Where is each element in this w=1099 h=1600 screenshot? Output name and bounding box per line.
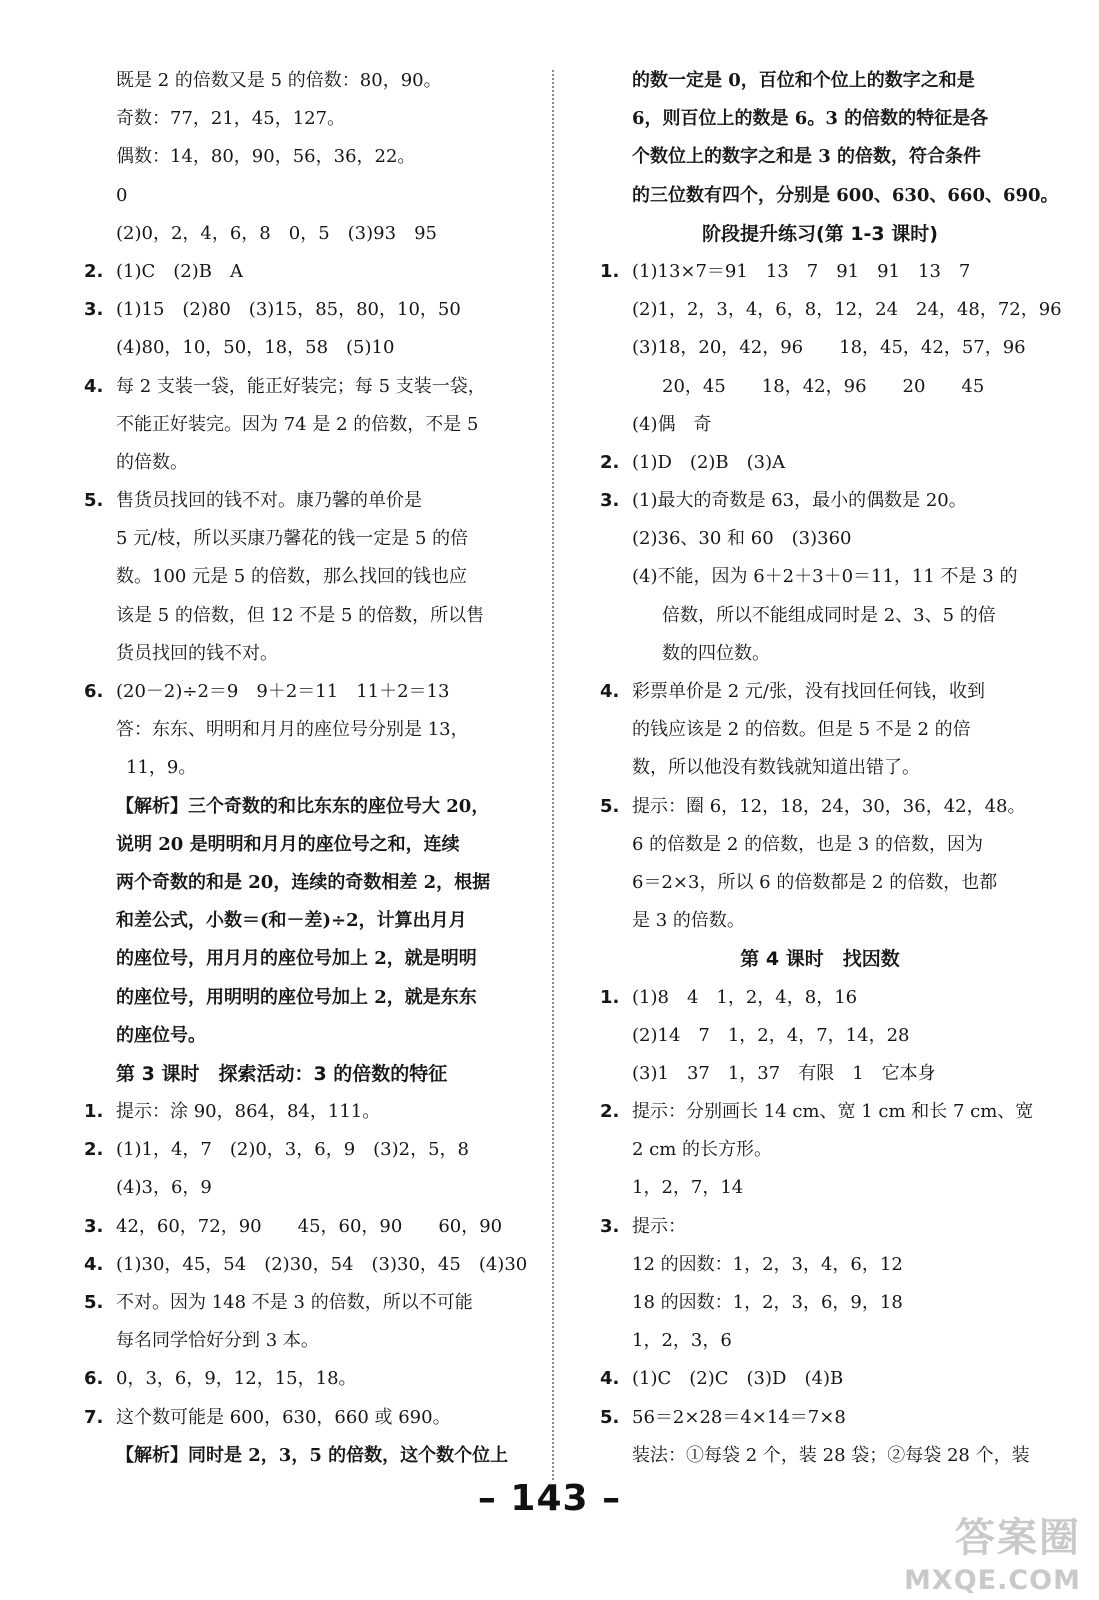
- line-text: 0: [116, 184, 128, 206]
- analysis-line: [84, 979, 536, 1017]
- watermark-url: MXQE.COM: [904, 1565, 1081, 1596]
- answer-line: [600, 1246, 1040, 1284]
- analysis-line: [84, 940, 536, 978]
- watermark-title: 答案圈: [955, 1515, 1081, 1561]
- answer-item: [84, 1399, 536, 1437]
- analysis-line: [600, 100, 1040, 138]
- item-text: (1)最大的奇数是 63，最小的偶数是 20。: [632, 490, 967, 512]
- item-number: 3.: [600, 1215, 620, 1237]
- analysis-line: [600, 138, 1040, 176]
- answer-line: [600, 1284, 1040, 1322]
- analysis-line: [84, 864, 536, 902]
- watermark-logo: [891, 1506, 1081, 1596]
- item-text: 42，60，72，90 45，60，90 60，90: [116, 1215, 503, 1237]
- item-number: 2.: [600, 1101, 620, 1123]
- item-text: (1)30，45，54 (2)30，54 (3)30，45 (4)30: [116, 1253, 528, 1275]
- line-text: 5 元/枝，所以买康乃馨花的钱一定是 5 的倍: [116, 528, 469, 550]
- answer-item: [600, 1399, 1040, 1437]
- line-text: 的倍数。: [116, 451, 188, 473]
- answer-line: [600, 1169, 1040, 1207]
- answer-line: [600, 711, 1040, 749]
- line-text: 偶数：14，80，90，56，36，22。: [116, 146, 416, 168]
- line-text: (2)36、30 和 60 (3)360: [632, 528, 852, 550]
- line-text: (4)80，10，50，18，58 (5)10: [116, 337, 395, 359]
- answer-line: [84, 558, 536, 596]
- line-text: (3)18，20，42，96 18，45，42，57，96: [632, 337, 1026, 359]
- item-number: 4.: [600, 1368, 620, 1390]
- item-text: (1)1，4，7 (2)0，3，6，9 (3)2，5，8: [116, 1139, 470, 1161]
- line-text: 【解析】同时是 2，3，5 的倍数，这个数个位上: [116, 1444, 509, 1466]
- line-text: 的三位数有四个，分别是 600、630、660、690。: [632, 184, 1059, 206]
- item-text: (1)15 (2)80 (3)15，85，80，10，50: [116, 299, 461, 321]
- line-text: 的座位号。: [116, 1024, 206, 1046]
- line-text: (3)1 37 1，37 有限 1 它本身: [632, 1062, 936, 1084]
- line-text: 20，45 18，42，96 20 45: [662, 375, 985, 397]
- answer-line: [84, 62, 536, 100]
- line-text: 的钱应该是 2 的倍数。但是 5 不是 2 的倍: [632, 719, 971, 741]
- item-number: 6.: [84, 681, 104, 702]
- item-text: (1)13×7＝91 13 7 91 91 13 7: [632, 260, 971, 282]
- answer-line: [84, 138, 536, 176]
- answer-line: [84, 329, 536, 367]
- analysis-line: [84, 1017, 536, 1055]
- answer-item: [600, 444, 1040, 482]
- item-number: 4.: [600, 681, 620, 702]
- column-divider: [552, 70, 554, 1480]
- item-number: 6.: [84, 1368, 104, 1390]
- item-text: 售货员找回的钱不对。康乃馨的单价是: [116, 490, 422, 512]
- answer-line: [600, 1437, 1040, 1475]
- answer-line: [84, 100, 536, 138]
- item-text: 提示：: [632, 1215, 686, 1237]
- answer-line: [84, 520, 536, 558]
- answer-line: [84, 635, 536, 673]
- item-number: 3.: [84, 299, 104, 321]
- answer-line: [84, 1322, 536, 1360]
- line-text: (4)偶 奇: [632, 413, 712, 435]
- item-number: 7.: [84, 1406, 104, 1428]
- line-text: 和差公式，小数＝(和－差)÷2，计算出月月: [116, 910, 467, 932]
- item-text: 不对。因为 148 不是 3 的倍数，所以不可能: [116, 1292, 473, 1313]
- answer-line: [600, 1322, 1040, 1360]
- item-number: 2.: [600, 451, 620, 473]
- line-text: 的座位号，用明明的座位号加上 2，就是东东: [116, 986, 477, 1008]
- item-number: 2.: [84, 260, 104, 282]
- answer-line: [600, 368, 1040, 406]
- answer-line: [600, 558, 1040, 596]
- answer-line: [84, 215, 536, 253]
- answer-item: [84, 1360, 536, 1398]
- item-text: 提示：分别画长 14 cm、宽 1 cm 和长 7 cm、宽: [632, 1101, 1034, 1123]
- line-text: 的数一定是 0，百位和个位上的数字之和是: [632, 70, 975, 91]
- answer-item: [84, 1093, 536, 1131]
- line-text: 数。100 元是 5 的倍数，那么找回的钱也应: [116, 566, 467, 588]
- line-text: 6，则百位上的数是 6。3 的倍数的特征是各: [632, 108, 989, 130]
- item-text: 56＝2×28＝4×14＝7×8: [632, 1406, 846, 1428]
- answer-line: [600, 329, 1040, 367]
- answer-line: [600, 826, 1040, 864]
- answer-line: [600, 406, 1040, 444]
- item-number: 1.: [84, 1101, 104, 1123]
- item-text: 提示：圈 6，12，18，24，30，36，42，48。: [632, 795, 1026, 817]
- line-text: 答：东东、明明和月月的座位号分别是 13，: [116, 719, 469, 741]
- answer-item: [600, 1093, 1040, 1131]
- line-text: 1，2，7，14: [632, 1177, 744, 1199]
- line-text: 每名同学恰好分到 3 本。: [116, 1330, 319, 1352]
- line-text: (4)3，6，9: [116, 1177, 212, 1199]
- item-number: 4.: [84, 1253, 104, 1275]
- line-text: 数，所以他没有数钱就知道出错了。: [632, 757, 920, 779]
- answer-line: [84, 177, 536, 215]
- line-text: 是 3 的倍数。: [632, 910, 745, 932]
- section-heading: 第 4 课时 找因数: [740, 948, 900, 971]
- line-text: 不能正好装完。因为 74 是 2 的倍数，不是 5: [116, 413, 479, 435]
- section-heading: 第 3 课时 探索活动：3 的倍数的特征: [116, 1062, 448, 1085]
- line-text: 数的四位数。: [662, 642, 770, 664]
- line-text: 6＝2×3，所以 6 的倍数都是 2 的倍数，也都: [632, 871, 998, 893]
- line-text: (2)1，2，3，4，6，8，12，24 24，48，72，96: [632, 299, 1062, 321]
- item-text: 提示：涂 90，864，84，111。: [116, 1101, 381, 1123]
- line-text: (2)14 7 1，2，4，7，14，28: [632, 1024, 910, 1046]
- answer-line: [84, 1169, 536, 1207]
- item-number: 3.: [600, 490, 620, 512]
- item-text: 0，3，6，9，12，15，18。: [116, 1368, 357, 1390]
- line-text: 装法：①每袋 2 个，装 28 袋；②每袋 28 个，装: [632, 1444, 1030, 1466]
- analysis-line: [84, 1437, 536, 1475]
- analysis-line: [84, 902, 536, 940]
- analysis-line: [600, 62, 1040, 100]
- answer-line: [600, 520, 1040, 558]
- answer-item: [84, 368, 536, 406]
- line-text: 既是 2 的倍数又是 5 的倍数：80，90。: [116, 70, 442, 91]
- line-text: 11，9。: [126, 757, 197, 779]
- line-text: 倍数，所以不能组成同时是 2、3、5 的倍: [662, 604, 996, 626]
- item-number: 1.: [600, 986, 620, 1008]
- answer-item: [600, 1208, 1040, 1246]
- answer-line: [600, 635, 1040, 673]
- answer-line: [600, 902, 1040, 940]
- answer-line: [84, 444, 536, 482]
- item-number: 5.: [84, 1292, 104, 1313]
- answer-line: [84, 597, 536, 635]
- answer-item: [600, 788, 1040, 826]
- section-heading: 阶段提升练习(第 1-3 课时): [702, 222, 938, 245]
- item-number: 3.: [84, 1215, 104, 1237]
- answer-item: [84, 1131, 536, 1169]
- line-text: 2 cm 的长方形。: [632, 1139, 773, 1161]
- item-text: 彩票单价是 2 元/张，没有找回任何钱，收到: [632, 681, 985, 702]
- line-text: 货员找回的钱不对。: [116, 642, 278, 664]
- item-text: (1)8 4 1，2，4，8，16: [632, 986, 858, 1008]
- line-text: 两个奇数的和是 20，连续的奇数相差 2，根据: [116, 871, 491, 893]
- line-text: 【解析】三个奇数的和比东东的座位号大 20，: [116, 795, 490, 817]
- answer-item: [600, 673, 1040, 711]
- line-text: 说明 20 是明明和月月的座位号之和，连续: [116, 833, 460, 855]
- answer-line: [600, 749, 1040, 787]
- item-number: 2.: [84, 1139, 104, 1161]
- item-text: (20－2)÷2＝9 9＋2＝11 11＋2＝13: [116, 681, 450, 702]
- item-number: 5.: [600, 795, 620, 817]
- line-text: 的座位号，用月月的座位号加上 2，就是明明: [116, 948, 477, 970]
- line-text: 1，2，3，6: [632, 1330, 732, 1352]
- answer-line: [600, 1131, 1040, 1169]
- answer-item: [600, 979, 1040, 1017]
- analysis-line: [84, 788, 536, 826]
- item-text: (1)C (2)B A: [116, 260, 243, 282]
- answer-item: [84, 291, 536, 329]
- answer-item: [600, 1360, 1040, 1398]
- item-number: 5.: [600, 1406, 620, 1428]
- answer-item: [84, 1246, 536, 1284]
- item-text: (1)D (2)B (3)A: [632, 451, 786, 473]
- line-text: (4)不能，因为 6＋2＋3＋0＝11，11 不是 3 的: [632, 566, 1018, 588]
- item-text: (1)C (2)C (3)D (4)B: [632, 1368, 844, 1390]
- item-number: 4.: [84, 375, 104, 397]
- line-text: 18 的因数：1，2，3，6，9，18: [632, 1292, 903, 1313]
- item-text: 每 2 支装一袋，能正好装完；每 5 支装一袋，: [116, 375, 486, 397]
- answer-item: [84, 673, 536, 711]
- answer-line: [600, 864, 1040, 902]
- answer-line: [84, 711, 536, 749]
- page-number: – 143 –: [477, 1478, 622, 1519]
- answer-item: [84, 1208, 536, 1246]
- answer-line: [600, 291, 1062, 329]
- line-text: (2)0，2，4，6，8 0，5 (3)93 95: [116, 222, 437, 244]
- line-text: 12 的因数：1，2，3，4，6，12: [632, 1253, 903, 1275]
- answer-line: [600, 1055, 1040, 1093]
- answer-line: [84, 749, 536, 787]
- line-text: 奇数：77，21，45，127。: [116, 108, 346, 130]
- analysis-line: [84, 826, 536, 864]
- right-column: [600, 62, 1062, 1475]
- answer-line: [600, 1017, 1040, 1055]
- line-text: 个数位上的数字之和是 3 的倍数，符合条件: [632, 146, 982, 168]
- answer-item: [600, 482, 1040, 520]
- answer-line: [600, 597, 1040, 635]
- answer-item: [84, 482, 536, 520]
- answer-item: [84, 1284, 536, 1322]
- item-text: 这个数可能是 600，630，660 或 690。: [116, 1406, 451, 1428]
- answer-item: [600, 253, 1040, 291]
- item-number: 5.: [84, 490, 104, 512]
- left-column: [84, 62, 536, 1475]
- line-text: 该是 5 的倍数，但 12 不是 5 的倍数，所以售: [116, 604, 485, 626]
- answer-line: [84, 406, 536, 444]
- item-number: 1.: [600, 260, 620, 282]
- answer-item: [84, 253, 536, 291]
- analysis-line: [600, 177, 1059, 215]
- line-text: 6 的倍数是 2 的倍数，也是 3 的倍数，因为: [632, 833, 983, 855]
